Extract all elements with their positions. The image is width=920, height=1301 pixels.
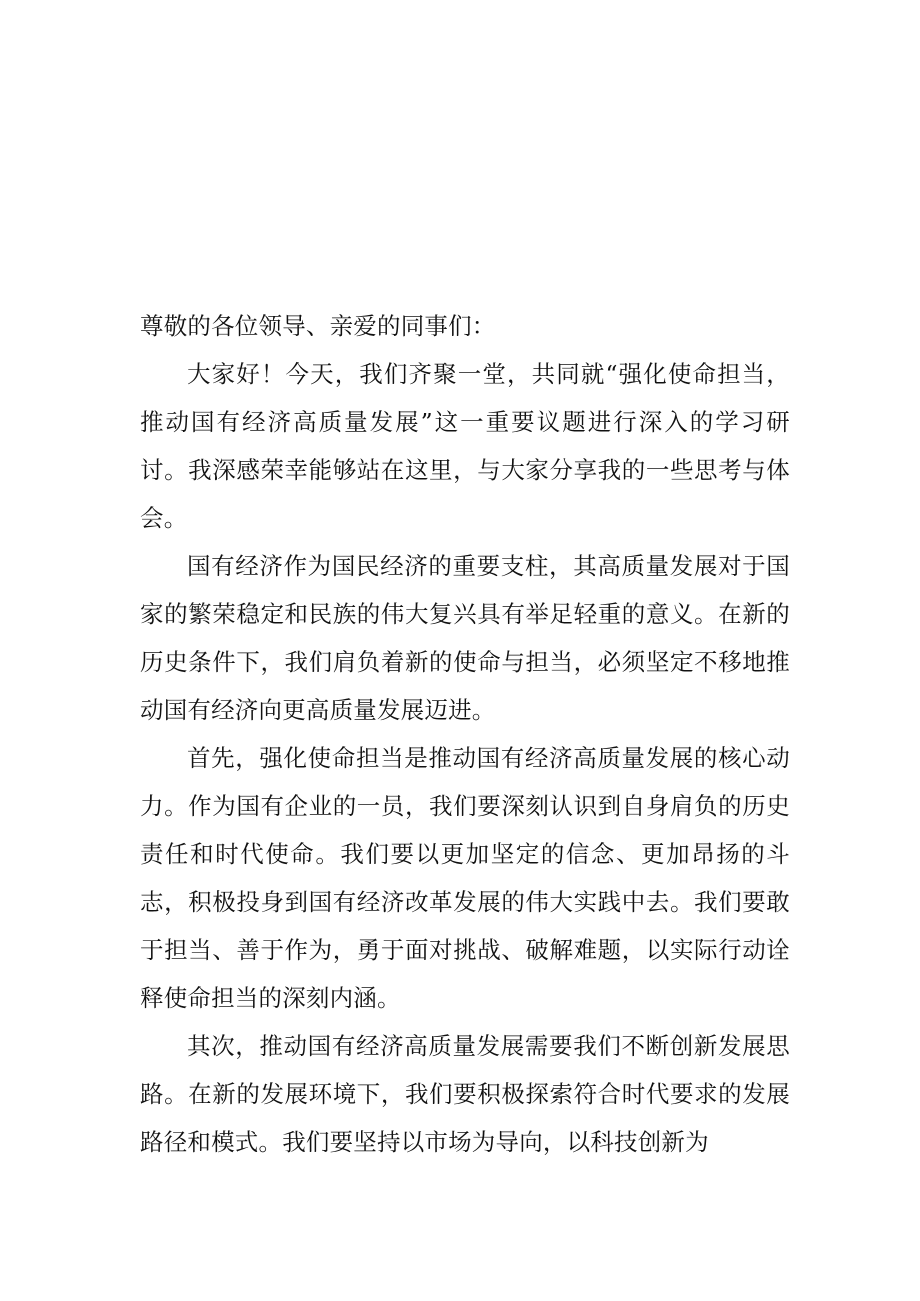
paragraph-first-point: 首先，强化使命担当是推动国有经济高质量发展的核心动力。作为国有企业的一员，我们要深刻认识到自身肩负的历史责任和时代使命。我们要以更加坚定的信念、更加昂扬的斗志，积极投身到国有经济改革发展的伟大实践中去。我们要敢于担当、善于作为，勇于面对挑战、破解难题，以实际行动诠释使命担当的深刻内涵。 [140, 744, 790, 1012]
salutation: 尊敬的各位领导、亲爱的同事们： [140, 312, 496, 340]
paragraph-second-point: 其次，推动国有经济高质量发展需要我们不断创新发展思路。在新的发展环境下，我们要积极探索符合时代要求的发展路径和模式。我们要坚持以市场为导向，以科技创新为 [140, 1032, 790, 1156]
document-body [140, 302, 790, 1166]
paragraph-opening: 大家好！今天，我们齐聚一堂，共同就“强化使命担当，推动国有经济高质量发展”这一重要议题进行深入的学习研讨。我深感荣幸能够站在这里，与大家分享我的一些思考与体会。 [140, 360, 790, 532]
paragraph-significance: 国有经济作为国民经济的重要支柱，其高质量发展对于国家的繁荣稳定和民族的伟大复兴具有举足轻重的意义。在新的历史条件下，我们肩负着新的使命与担当，必须坚定不移地推动国有经济向更高质量发展迈进。 [140, 552, 790, 724]
